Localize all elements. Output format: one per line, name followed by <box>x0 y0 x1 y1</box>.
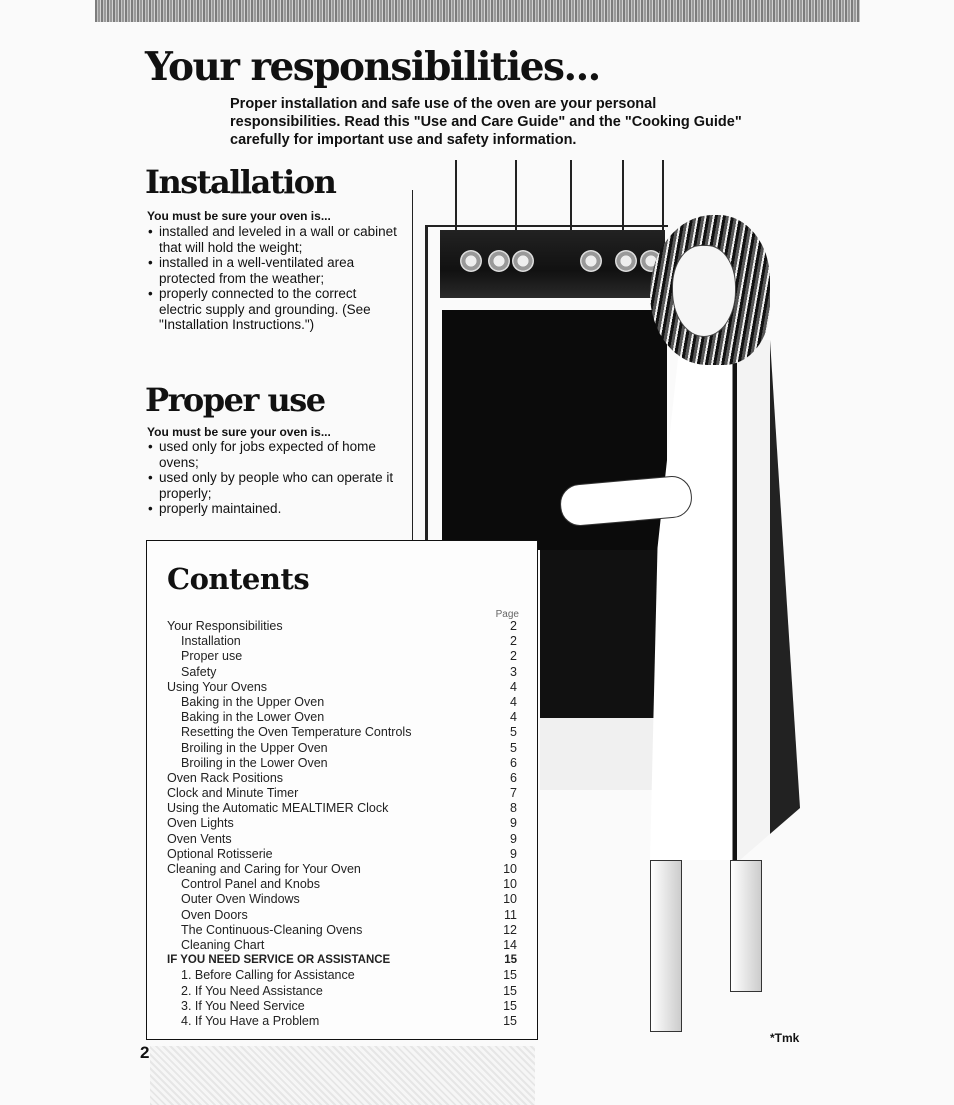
toc-entry <box>167 877 517 892</box>
contents-box <box>146 540 538 1040</box>
toc-entry-label: Cleaning and Caring for Your Oven <box>167 862 361 876</box>
toc-entry <box>167 1014 517 1029</box>
toc-entry-page: 10 <box>503 862 517 876</box>
toc-entry-label: Oven Rack Positions <box>167 770 284 785</box>
proper-use-heading: Proper use <box>145 381 325 419</box>
toc-entry-page: 15 <box>504 954 517 967</box>
cabinet-line <box>515 160 517 230</box>
toc-entry-label: Proper use <box>181 649 243 664</box>
toc-entry-label: Baking in the Lower Oven <box>181 710 325 725</box>
knob-icon <box>580 250 602 272</box>
list-item: • properly maintained. <box>147 501 402 517</box>
toc-entry <box>167 938 517 953</box>
toc-entry <box>167 862 517 877</box>
page-number: 2 <box>140 1043 150 1062</box>
toc-entry <box>167 847 517 862</box>
toc-entry-page: 11 <box>504 907 517 922</box>
toc-entry-page: 7 <box>510 786 517 801</box>
toc-entry <box>167 771 517 786</box>
installation-lead: You must be sure your oven is... <box>147 209 331 223</box>
toc-entry-label: Broiling in the Upper Oven <box>181 740 328 755</box>
toc-entry-label: Using Your Ovens <box>167 679 268 694</box>
toc-entry <box>167 665 517 680</box>
toc-entry <box>167 695 517 710</box>
toc-entry <box>167 741 517 756</box>
cabinet-line <box>622 160 624 230</box>
toc-entry <box>167 892 517 907</box>
toc-entry <box>167 832 517 847</box>
toc-entry <box>167 756 517 771</box>
toc-entry <box>167 923 517 938</box>
toc-entry-label: 1. Before Calling for Assistance <box>181 968 355 983</box>
knob-icon <box>488 250 510 272</box>
toc-entry-label: Control Panel and Knobs <box>181 877 320 892</box>
toc-entry <box>167 999 517 1014</box>
toc-entry <box>167 908 517 923</box>
toc-entry-page: 12 <box>503 922 517 937</box>
toc-entry-page: 14 <box>503 937 517 952</box>
toc-entry-page: 9 <box>510 816 517 831</box>
page-title: Your responsibilities... <box>145 44 600 90</box>
list-item: • used only by people who can operate it properly; <box>147 470 402 501</box>
toc-entry-page: 2 <box>510 634 517 649</box>
oven-control-panel <box>440 230 665 298</box>
toc-entry-label: Optional Rotisserie <box>167 846 273 861</box>
list-item: • installed and leveled in a wall or cabinet that will hold the weight; <box>147 224 402 255</box>
contents-heading: Contents <box>167 562 310 596</box>
toc-entry-page: 6 <box>510 755 517 770</box>
toc-entry-page: 5 <box>510 725 517 740</box>
woman-face <box>672 245 736 337</box>
toc-entry <box>167 816 517 831</box>
toc-entry-label: Oven Lights <box>167 816 234 831</box>
cabinet-line <box>570 160 572 230</box>
toc-entry-label: 3. If You Need Service <box>181 998 305 1013</box>
toc-entry-page: 15 <box>503 983 517 998</box>
toc-entry-label: Oven Doors <box>181 907 248 922</box>
toc-entry <box>167 634 517 649</box>
toc-entry-page: 4 <box>510 679 517 694</box>
toc-entry-page: 9 <box>510 831 517 846</box>
toc-entry-label: Outer Oven Windows <box>181 892 300 907</box>
toc-entry-label: Resetting the Oven Temperature Controls <box>181 725 412 740</box>
toc-entry <box>167 725 517 740</box>
trademark-note: *Tmk <box>770 1031 800 1045</box>
toc-entry-page: 3 <box>510 664 517 679</box>
knob-icon <box>512 250 534 272</box>
installation-list <box>147 224 402 333</box>
toc-entry-page: 2 <box>510 649 517 664</box>
table-of-contents <box>167 619 517 1029</box>
list-item: • used only for jobs expected of home ovens; <box>147 439 402 470</box>
toc-entry-label: Cleaning Chart <box>181 937 265 952</box>
toc-entry-page: 8 <box>510 801 517 816</box>
list-item: • installed in a well-ventilated area protected from the weather; <box>147 255 402 286</box>
proper-use-lead: You must be sure your oven is... <box>147 425 331 439</box>
toc-entry-label: IF YOU NEED SERVICE OR ASSISTANCE <box>167 954 391 967</box>
toc-entry-label: Broiling in the Lower Oven <box>181 755 328 770</box>
list-item: • properly connected to the correct electric supply and grounding. (See "Installation Instructions.") <box>147 286 402 333</box>
toc-entry <box>167 968 517 983</box>
cabinet-line <box>662 160 664 230</box>
toc-entry-page: 15 <box>503 998 517 1013</box>
toc-entry <box>167 680 517 695</box>
woman-figure <box>650 340 800 860</box>
top-scan-band <box>95 0 860 22</box>
toc-entry-page: 10 <box>503 877 517 892</box>
toc-entry-page: 6 <box>510 770 517 785</box>
toc-entry-label: Oven Vents <box>167 831 232 846</box>
knob-icon <box>615 250 637 272</box>
toc-entry-label: Installation <box>181 634 241 649</box>
toc-entry-page: 9 <box>510 846 517 861</box>
toc-entry-page: 2 <box>510 619 517 633</box>
toc-entry-page: 4 <box>510 694 517 709</box>
toc-entry-label: Using the Automatic MEALTIMER Clock <box>167 801 389 816</box>
cabinet-line <box>455 160 457 230</box>
toc-entry <box>167 649 517 664</box>
woman-leg <box>650 860 682 1032</box>
toc-entry-page: 10 <box>503 892 517 907</box>
toc-entry-label: Clock and Minute Timer <box>167 786 299 801</box>
toc-entry-label: 4. If You Have a Problem <box>181 1013 320 1028</box>
intro-text: Proper installation and safe use of the oven are your personal responsibilities. Read this "Use and Care Guide" and the "Cooking Guide" carefully for important use and safety information. <box>230 96 742 148</box>
toc-entry-page: 5 <box>510 740 517 755</box>
toc-entry <box>167 710 517 725</box>
toc-entry-label: The Continuous-Cleaning Ovens <box>181 922 363 937</box>
toc-entry <box>167 984 517 999</box>
toc-entry-page: 15 <box>503 1013 517 1028</box>
knob-icon <box>460 250 482 272</box>
proper-use-list <box>147 439 402 517</box>
bottom-scan-band <box>150 1046 535 1105</box>
toc-entry-page: 15 <box>503 968 517 983</box>
woman-leg <box>730 860 762 992</box>
toc-entry-page: 4 <box>510 710 517 725</box>
toc-entry-label: Safety <box>181 664 217 679</box>
toc-entry <box>167 801 517 816</box>
toc-entry <box>167 953 517 968</box>
toc-entry-label: 2. If You Need Assistance <box>181 983 323 998</box>
installation-heading: Installation <box>145 163 336 201</box>
toc-entry-label: Baking in the Upper Oven <box>181 694 325 709</box>
toc-entry <box>167 619 517 634</box>
toc-entry-label: Your Responsibilities <box>167 619 283 633</box>
page-column-heading: Page <box>495 609 519 620</box>
toc-entry <box>167 786 517 801</box>
